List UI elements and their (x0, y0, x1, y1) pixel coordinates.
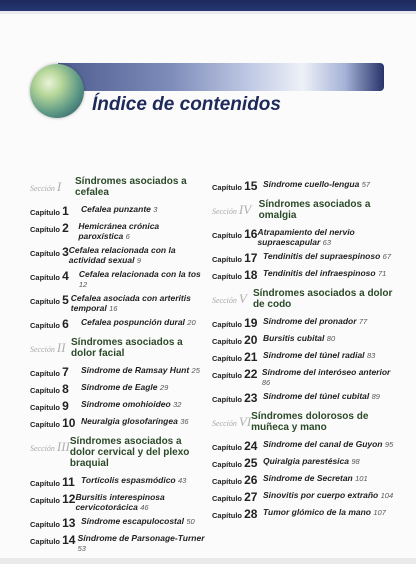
toc-entry[interactable] (30, 379, 206, 396)
section-word: Sección (30, 184, 55, 193)
toc-entry[interactable] (212, 453, 398, 470)
section-label (30, 176, 75, 195)
chapter-label (30, 396, 81, 413)
chapter-number: 24 (244, 439, 258, 453)
chapter-number: 12 (62, 492, 76, 506)
toc-entry[interactable] (212, 470, 398, 487)
chapter-title (81, 201, 157, 215)
chapter-page: 53 (77, 544, 86, 553)
chapter-label (212, 347, 263, 364)
chapter-label (30, 201, 81, 218)
chapter-title (262, 364, 398, 388)
chapter-title-text: Bursitis interespinosa cervicotorácica (75, 492, 165, 512)
section-header (212, 199, 398, 221)
chapter-number: 1 (62, 204, 69, 218)
chapter-page: 104 (380, 491, 394, 500)
chapter-page: 36 (180, 417, 189, 426)
chapter-word: Capítulo (30, 225, 60, 234)
chapter-number: 23 (244, 391, 258, 405)
chapter-title-text: Síndrome cuello-lengua (263, 179, 360, 189)
chapter-page: 32 (173, 400, 182, 409)
chapter-page: 6 (125, 232, 130, 241)
section-number: II (56, 340, 66, 355)
chapter-word: Capítulo (212, 460, 242, 469)
chapter-word: Capítulo (212, 395, 242, 404)
chapter-word: Capítulo (212, 494, 242, 503)
chapter-page: 71 (377, 269, 387, 278)
chapter-page: 20 (187, 318, 196, 327)
chapter-word: Capítulo (212, 320, 242, 329)
section-header (212, 288, 398, 310)
sphere-graphic (30, 64, 84, 118)
chapter-title (257, 224, 398, 248)
chapter-title (81, 379, 168, 393)
chapter-title (263, 388, 380, 402)
section-label (212, 411, 251, 430)
chapter-number: 4 (62, 269, 69, 283)
chapter-title-text: Síndrome de Parsonage-Turner (77, 533, 205, 543)
chapter-page: 50 (186, 517, 195, 526)
chapter-page: 95 (384, 440, 394, 449)
chapter-title (263, 504, 386, 518)
chapter-title-text: Cefalea relacionada con la tos (78, 269, 201, 279)
chapter-title (69, 242, 206, 266)
toc-entry[interactable] (30, 242, 206, 266)
chapter-title-text: Tortícolis espasmódico (81, 475, 176, 485)
chapter-page: 29 (159, 383, 169, 392)
chapter-number: 26 (244, 473, 258, 487)
chapter-label (212, 265, 263, 282)
chapter-title (81, 396, 181, 410)
chapter-label (30, 266, 79, 283)
chapter-page: 77 (358, 317, 368, 326)
section-word: Sección (30, 345, 55, 354)
chapter-title (263, 487, 393, 501)
toc-entry[interactable] (212, 313, 398, 330)
chapter-title (75, 489, 206, 513)
chapter-number: 19 (244, 316, 258, 330)
chapter-title (81, 513, 195, 527)
chapter-word: Capítulo (30, 297, 60, 306)
chapter-title-text: Síndrome de Secretan (263, 473, 353, 483)
chapter-title-text: Bursitis cubital (263, 333, 325, 343)
toc-entry[interactable] (212, 265, 398, 282)
chapter-word: Capítulo (30, 420, 60, 429)
chapter-label (212, 248, 263, 265)
section-label (212, 288, 253, 307)
chapter-title-text: Cefalea punzante (81, 204, 151, 214)
chapter-number: 22 (244, 367, 258, 381)
toc-entry[interactable] (212, 330, 398, 347)
chapter-title-text: Neuralgia glosofaríngea (81, 416, 178, 426)
toc-entry[interactable] (30, 201, 206, 218)
chapter-word: Capítulo (30, 479, 60, 488)
chapter-title (81, 362, 200, 376)
chapter-title (78, 530, 206, 554)
chapter-label (30, 362, 81, 379)
chapter-number: 2 (62, 221, 69, 235)
chapter-label (212, 313, 263, 330)
section-word: Sección (212, 419, 237, 428)
chapter-label (212, 470, 263, 487)
chapter-page: 67 (382, 252, 392, 261)
chapter-word: Capítulo (212, 354, 242, 363)
chapter-word: Capítulo (30, 273, 60, 282)
toc-entry[interactable] (30, 362, 206, 379)
chapter-page: 43 (178, 476, 187, 485)
toc-entry[interactable] (212, 248, 398, 265)
chapter-title (263, 313, 367, 327)
chapter-number: 3 (62, 245, 69, 259)
chapter-label (30, 413, 81, 430)
section-number: I (56, 179, 62, 194)
chapter-label (212, 176, 263, 193)
chapter-page: 3 (153, 205, 158, 214)
chapter-word: Capítulo (212, 337, 242, 346)
chapter-page: 89 (371, 392, 380, 401)
chapter-number: 20 (244, 333, 258, 347)
chapter-title-text: Síndrome de Eagle (81, 382, 158, 392)
chapter-label (30, 489, 75, 506)
chapter-word: Capítulo (212, 443, 242, 452)
toc-column-right (212, 176, 398, 521)
chapter-label (212, 453, 263, 470)
section-name: Síndromes asociados a dolor cervical y del plexo braquial (69, 436, 190, 469)
chapter-label (212, 364, 262, 381)
chapter-number: 8 (62, 382, 69, 396)
chapter-number: 21 (244, 350, 258, 364)
section-name: Síndromes asociados a cefalea (75, 176, 187, 198)
chapter-title-text: Tumor glómico de la mano (263, 507, 371, 517)
chapter-label (212, 436, 263, 453)
section-word: Sección (212, 207, 237, 216)
section-label (30, 337, 71, 356)
chapter-title-text: Atrapamiento del nervio supraescapular (257, 227, 355, 247)
chapter-page: 101 (355, 474, 368, 483)
chapter-word: Capítulo (30, 249, 60, 258)
chapter-page: 46 (140, 503, 149, 512)
chapter-label (212, 330, 263, 347)
chapter-title (81, 413, 189, 427)
toc-entry[interactable] (30, 266, 206, 290)
chapter-word: Capítulo (30, 520, 60, 529)
section-header (212, 411, 398, 433)
book-top-edge (0, 0, 416, 14)
chapter-title (81, 472, 186, 486)
chapter-page: 57 (361, 180, 371, 189)
chapter-number: 27 (244, 490, 258, 504)
chapter-number: 11 (62, 475, 75, 489)
title-banner-bar (58, 63, 384, 91)
chapter-title-text: Cefalea asociada con arteritis temporal (70, 293, 191, 313)
toc-entry[interactable] (212, 436, 398, 453)
toc-entry[interactable] (212, 504, 398, 521)
toc-entry[interactable] (30, 513, 206, 530)
chapter-title-text: Síndrome escapulocostal (81, 516, 184, 526)
page-bottom-edge (0, 558, 416, 564)
chapter-label (30, 218, 78, 235)
toc-entry[interactable] (212, 176, 398, 193)
toc-entry[interactable] (30, 472, 206, 489)
page-title: Índice de contenidos (92, 94, 281, 115)
chapter-title-text: Síndrome del canal de Guyon (263, 439, 383, 449)
chapter-page: 83 (366, 351, 376, 360)
chapter-number: 28 (244, 507, 258, 521)
chapter-number: 17 (244, 251, 258, 265)
chapter-title-text: Síndrome del interóseo anterior (261, 367, 391, 377)
chapter-title-text: Síndrome omohioideo (81, 399, 171, 409)
chapter-title-text: Quiralgia parestésica (263, 456, 349, 466)
chapter-number: 6 (62, 317, 69, 331)
section-word: Sección (30, 444, 55, 453)
chapter-title-text: Tendinitis del supraespinoso (263, 251, 381, 261)
section-name: Síndromes dolorosos de muñeca y mano (251, 411, 369, 433)
section-word: Sección (212, 296, 237, 305)
chapter-label (30, 242, 69, 259)
section-name: Síndromes asociados a dolor facial (71, 337, 183, 359)
chapter-number: 10 (62, 416, 76, 430)
chapter-title-text: Sinovitis por cuerpo extraño (263, 490, 379, 500)
chapter-title (78, 218, 206, 242)
chapter-number: 15 (244, 179, 258, 193)
chapter-page: 107 (373, 508, 386, 517)
toc-column-left (30, 176, 206, 554)
chapter-word: Capítulo (30, 369, 60, 378)
toc-entry[interactable] (212, 487, 398, 504)
chapter-title (263, 347, 375, 361)
section-number: VI (238, 414, 252, 429)
chapter-word: Capítulo (30, 386, 60, 395)
chapter-title (81, 314, 196, 328)
chapter-word: Capítulo (30, 496, 60, 505)
chapter-title-text: Síndrome de Ramsay Hunt (81, 365, 190, 375)
toc-entry[interactable] (212, 364, 398, 388)
toc-entry[interactable] (30, 396, 206, 413)
chapter-title (79, 266, 206, 290)
chapter-word: Capítulo (212, 255, 242, 264)
toc-entry[interactable] (30, 290, 206, 314)
chapter-title (263, 265, 386, 279)
chapter-label (30, 314, 81, 331)
chapter-title (263, 453, 360, 467)
chapter-page: 98 (351, 457, 360, 466)
chapter-label (212, 487, 263, 504)
chapter-title-text: Cefalea pospunción dural (81, 317, 185, 327)
chapter-number: 5 (62, 293, 69, 307)
section-number: IV (238, 202, 252, 217)
chapter-number: 13 (62, 516, 76, 530)
section-number: III (56, 439, 70, 454)
toc-entry[interactable] (30, 413, 206, 430)
toc-entry[interactable] (212, 388, 398, 405)
chapter-title-text: Síndrome del túnel cubital (263, 391, 370, 401)
chapter-label (30, 472, 81, 489)
chapter-title-text: Tendinitis del infraespinoso (263, 268, 376, 278)
chapter-word: Capítulo (212, 511, 242, 520)
section-label (30, 436, 70, 455)
section-label (212, 199, 259, 218)
chapter-title (263, 470, 368, 484)
chapter-page: 25 (191, 366, 200, 375)
chapter-title (71, 290, 206, 314)
chapter-title (263, 176, 370, 190)
chapter-title-text: Hemicránea crónica paroxística (78, 221, 160, 241)
section-name: Síndromes asociados a dolor de codo (252, 288, 393, 310)
section-header (30, 436, 206, 469)
chapter-label (212, 504, 263, 521)
chapter-number: 7 (62, 365, 69, 379)
chapter-number: 16 (244, 227, 258, 241)
chapter-word: Capítulo (30, 321, 60, 330)
chapter-page: 9 (136, 256, 141, 265)
chapter-word: Capítulo (212, 183, 242, 192)
chapter-word: Capítulo (212, 371, 242, 380)
chapter-title-text: Cefalea relacionada con la actividad sexual (68, 245, 176, 265)
chapter-number: 25 (244, 456, 258, 470)
toc-entry[interactable] (212, 347, 398, 364)
chapter-page: 16 (109, 304, 118, 313)
chapter-word: Capítulo (30, 403, 60, 412)
chapter-label (30, 530, 78, 547)
section-header (30, 176, 206, 198)
chapter-word: Capítulo (212, 231, 242, 240)
chapter-label (30, 513, 81, 530)
chapter-number: 14 (62, 533, 76, 547)
chapter-title-text: Síndrome del túnel radial (263, 350, 365, 360)
toc-entry[interactable] (30, 218, 206, 242)
chapter-title (263, 436, 393, 450)
chapter-page: 12 (78, 280, 88, 289)
chapter-word: Capítulo (30, 208, 60, 217)
chapter-label (30, 379, 81, 396)
chapter-label (212, 388, 263, 405)
toc-entry[interactable] (212, 224, 398, 248)
chapter-title-text: Síndrome del pronador (263, 316, 357, 326)
chapter-page: 80 (326, 334, 336, 343)
chapter-word: Capítulo (30, 537, 60, 546)
section-number: V (238, 291, 247, 306)
chapter-page: 63 (322, 238, 332, 247)
chapter-label (212, 224, 257, 241)
section-header (30, 337, 206, 359)
toc-entry[interactable] (30, 314, 206, 331)
chapter-title (263, 248, 391, 262)
chapter-number: 18 (244, 268, 258, 282)
toc-entry[interactable] (30, 530, 206, 554)
chapter-label (30, 290, 71, 307)
chapter-word: Capítulo (212, 272, 242, 281)
toc-entry[interactable] (30, 489, 206, 513)
chapter-page: 86 (261, 378, 271, 387)
chapter-number: 9 (62, 399, 69, 413)
chapter-title (263, 330, 335, 344)
section-name: Síndromes asociados a omalgia (258, 199, 371, 221)
chapter-word: Capítulo (212, 477, 242, 486)
